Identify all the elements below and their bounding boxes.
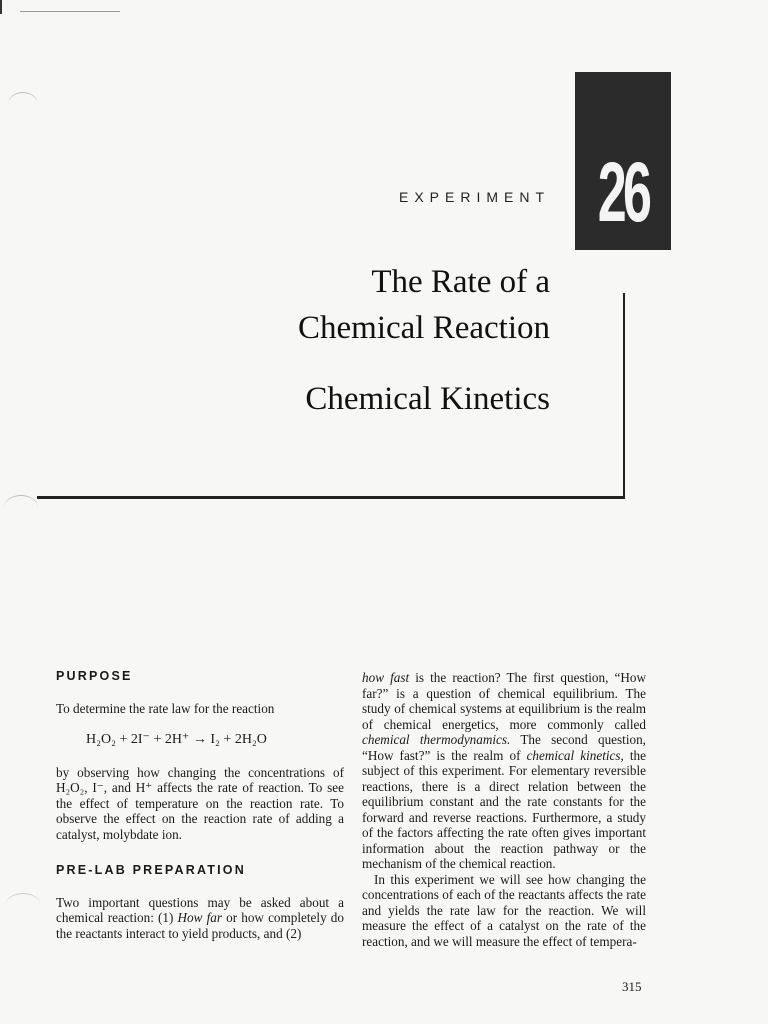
page-number: 315 — [622, 979, 642, 994]
eq-plus: + — [119, 732, 128, 747]
eq-arrow: → — [192, 732, 207, 747]
title-line-2: Chemical Reaction — [298, 310, 550, 346]
purpose-intro: To determine the rate law for the reaction — [56, 700, 275, 716]
eq-product-iodine: I₂ — [210, 732, 220, 747]
reaction-equation — [86, 732, 344, 748]
body-text: is the reaction? The first question, “How far?” is a question of chemical equilibrium. The study of chemical systems at equilibrium is the realm of chemical energetics, more commonly called — [362, 670, 646, 732]
title-line-1: The Rate of a — [371, 264, 550, 300]
scan-edge-line — [20, 11, 120, 12]
eq-reactant-hydrogen: 2H⁺ — [164, 732, 190, 747]
right-paragraph-2: In this experiment we will see how changing the concentrations of each of the reactants affects the rate and yields the rate law for the reaction. We will measure the effect of a catalyst on the rate of the reaction, and we will measure the effect of tempera- — [362, 871, 646, 949]
title-frame-vertical-rule — [623, 293, 625, 498]
chapter-number-block — [575, 72, 671, 250]
page-curl-mark — [6, 893, 40, 916]
emphasis-kinetics: chemical kinetics, — [526, 747, 624, 763]
prelab-paragraph — [56, 895, 344, 942]
body-text: The second question, “How fast?” is the realm of — [362, 732, 646, 763]
chapter-number: 26 — [597, 145, 649, 239]
subtitle: Chemical Kinetics — [305, 381, 550, 417]
experiment-label: EXPERIMENT — [398, 189, 550, 205]
purpose-body: by observing how changing the concentrations of H₂O₂, I⁻, and H⁺ affects the rate of reaction. To see the effect of temperature on the reaction rate. To observe the effect on the reaction rate of adding a catalyst, molybdate ion. — [56, 764, 344, 842]
eq-plus: + — [223, 732, 232, 747]
eq-product-water: 2H₂O — [234, 732, 267, 747]
right-paragraph-1 — [362, 670, 646, 872]
page-curl-mark — [8, 92, 38, 117]
prelab-heading: PRE-LAB PREPARATION — [56, 863, 246, 877]
eq-reactant-h2o2: H₂O₂ — [86, 732, 116, 747]
purpose-heading: PURPOSE — [56, 669, 133, 683]
prelab-text: or how completely do the reactants interact to yield products, and (2) — [56, 910, 344, 941]
right-column — [362, 670, 646, 949]
scan-edge-mark — [0, 0, 2, 14]
eq-plus: + — [153, 732, 162, 747]
emphasis-how-fast: how fast — [362, 670, 410, 685]
page-curl-mark — [4, 495, 38, 520]
eq-reactant-iodide: 2I⁻ — [130, 732, 150, 747]
left-column — [56, 670, 344, 941]
prelab-text: Two important questions may be asked about a chemical reaction: (1) — [56, 894, 344, 925]
emphasis-thermodynamics: chemical thermodynamics. — [362, 732, 511, 747]
title-frame-horizontal-rule — [37, 496, 625, 499]
body-text: the subject of this experiment. For elementary reversible reactions, there is a direct relation between the equilibrium constant and the rate constants for the forward and reverse reactions. Furthermore, a study of the factors affecting the rate often gives important information about the reaction pathway or the mechanism of the chemical reaction. — [362, 747, 646, 871]
prelab-emphasis: How far — [177, 910, 222, 925]
